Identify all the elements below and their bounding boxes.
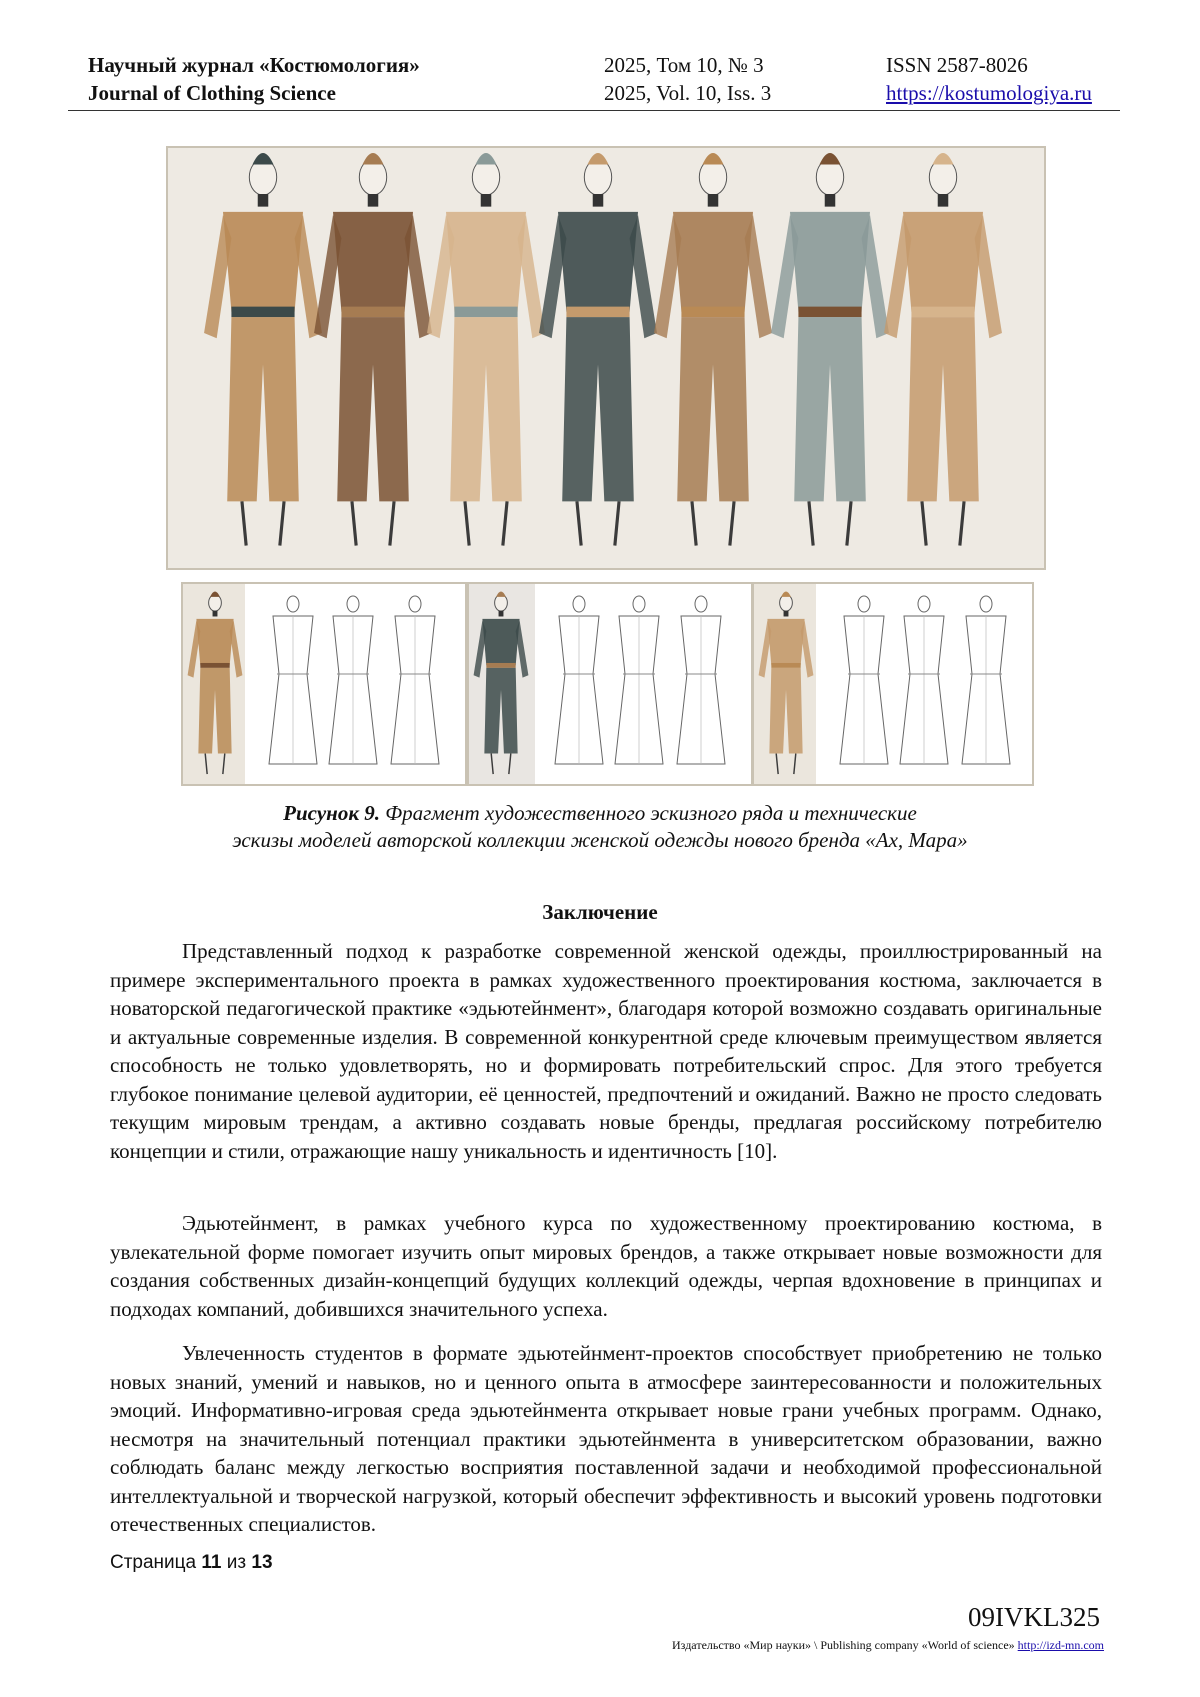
tech-sketch-3-drawing — [754, 584, 1032, 784]
of-word: из — [226, 1552, 247, 1573]
journal-url-link[interactable]: https://kostumologiya.ru — [886, 81, 1092, 105]
page-word: Страница — [110, 1552, 197, 1573]
volume-ru: 2025, Том 10, № 3 — [604, 53, 764, 77]
header-rule — [68, 110, 1120, 111]
sketch-line-figure — [900, 596, 948, 764]
figure-caption-text1: Фрагмент художественного эскизного ряда и технические — [385, 801, 917, 825]
sketch-line-figure — [962, 596, 1010, 764]
paragraph-2: Эдьютейнмент, в рамках учебного курса по художественному проектированию костюма, в увлекательной форме помогает изучить опыт мировых брендов, а также открывает новые возможности для создания собственных дизайн-концепций будущих коллекций одежды, черпая вдохновение в принципах и подходах компаний, добившихся значительного успеха. — [110, 1211, 1102, 1321]
sketch-line-figure — [329, 596, 377, 764]
section-title: Заключение — [542, 900, 658, 924]
publisher-line — [672, 1638, 1104, 1653]
journal-title-ru: Научный журнал «Костюмология» — [88, 53, 420, 77]
figure-label: Рисунок 9. — [283, 801, 380, 825]
fashion-sketch-row — [166, 146, 1046, 570]
paragraph-1: Представленный подход к разработке современной женской одежды, проиллюстрированный на примере экспериментального проекта в рамках художественного проектирования костюма, заключается в новаторской педагогической практике «эдьютейнмент», благодаря которой возможно создавать оригинальные и актуальные современные изделия. В современной конкурентной среде ключевым преимуществом является способность не только удовлетворять, но и формировать потребительский спрос. Для этого требуется глубокое понимание целевой аудитории, её ценностей, предпочтений и ожиданий. Важно не просто следовать текущим мировым трендам, а активно создавать новые бренды, предлагая российскому потребителю концепции и стили, отражающие нашу уникальность и идентичность [10]. — [110, 939, 1102, 1163]
technical-sketch-1 — [181, 582, 467, 786]
publisher-link[interactable]: http://izd-mn.com — [1017, 1638, 1104, 1652]
tech-sketch-2-drawing — [469, 584, 751, 784]
tech-sketch-1-drawing — [183, 584, 465, 784]
figure-caption-line2: эскизы моделей авторской коллекции женской одежды нового бренда «Ах, Мара» — [232, 828, 968, 852]
page-counter — [110, 1552, 273, 1574]
page-number: 11 — [201, 1552, 222, 1573]
sketch-line-figure — [840, 596, 888, 764]
paragraph-3: Увлеченность студентов в формате эдьютейнмент-проектов способствует приобретению не только новых знаний, умений и навыков, но и ценного опыта в атмосфере заинтересованности и положительных эмоций. Информативно-игровая среда эдьютейнмента открывает новые грани учебных программ. Однако, несмотря на значительный потенциал практики эдьютейнмента в университетском образовании, важно соблюдать баланс между легкостью восприятия поставленной задачи и необходимой профессиональной интеллектуальной и творческой нагрузкой, который обеспечит эффективность и высокий уровень подготовки отечественных специалистов. — [110, 1341, 1102, 1536]
figure-caption-line1 — [100, 800, 1100, 826]
technical-sketch-3 — [752, 582, 1034, 786]
article-code: 09IVKL325 — [968, 1602, 1100, 1632]
volume-en: 2025, Vol. 10, Iss. 3 — [604, 81, 772, 105]
technical-sketch-2 — [467, 582, 753, 786]
sketch-line-figure — [615, 596, 663, 764]
sketch-line-figure — [555, 596, 603, 764]
fashion-sketch-illustration — [168, 148, 1044, 568]
publisher-text: Издательство «Мир науки» \ Publishing company «World of science» — [672, 1638, 1015, 1652]
issn: ISSN 2587-8026 — [886, 53, 1028, 77]
journal-title-en: Journal of Clothing Science — [88, 81, 336, 105]
sketch-line-figure — [677, 596, 725, 764]
sketch-line-figure — [269, 596, 317, 764]
page-total: 13 — [251, 1552, 273, 1573]
sketch-line-figure — [391, 596, 439, 764]
